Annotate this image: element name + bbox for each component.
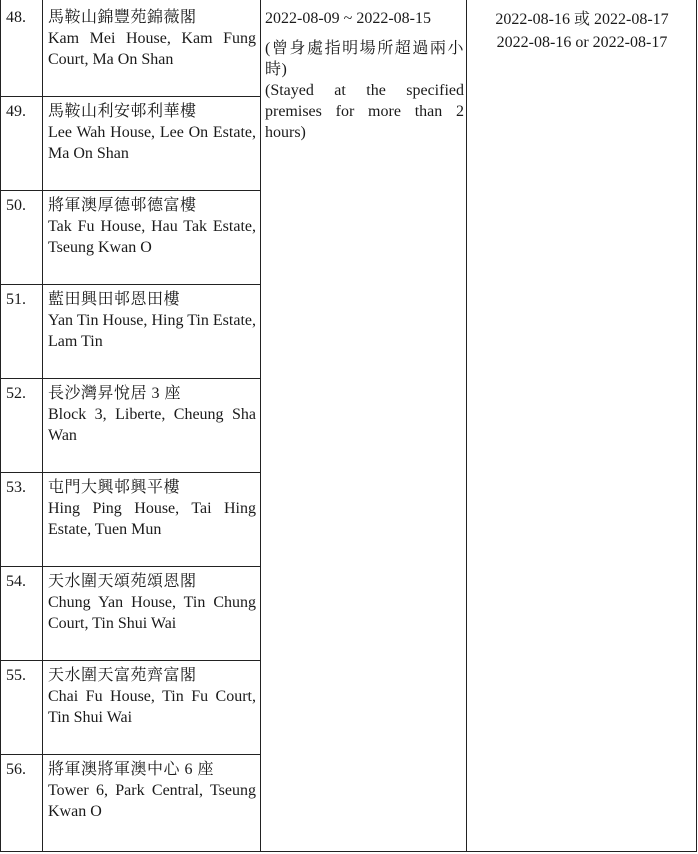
place-name-chinese: 馬鞍山利安邨利華樓 <box>48 103 197 120</box>
column-divider-number <box>42 0 43 852</box>
row-divider <box>0 660 260 661</box>
testing-dates-english: 2022-08-16 or 2022-08-17 <box>496 34 668 51</box>
row-number: 51. <box>6 291 26 308</box>
row-divider <box>0 566 260 567</box>
place-name-english: Kam Mei House, Kam Fung Court, Ma On Shan <box>48 30 256 68</box>
row-divider <box>0 378 260 379</box>
row-number: 56. <box>6 761 26 778</box>
column-divider-place <box>260 0 261 852</box>
place-cell <box>48 195 256 258</box>
table-border-right <box>696 0 697 852</box>
table-border-left <box>0 0 1 852</box>
row-divider <box>0 754 260 755</box>
place-name-english: Block 3, Liberte, Cheung Sha Wan <box>48 406 256 444</box>
place-name-chinese: 天水圍天富苑齊富閣 <box>48 667 197 684</box>
row-number: 50. <box>6 197 26 214</box>
place-cell <box>48 759 256 822</box>
place-cell <box>48 289 256 352</box>
row-divider <box>0 472 260 473</box>
place-cell <box>48 477 256 540</box>
place-name-chinese: 藍田興田邨恩田樓 <box>48 291 181 308</box>
place-name-english: Chai Fu House, Tin Fu Court, Tin Shui Wai <box>48 688 256 726</box>
place-cell <box>48 665 256 728</box>
place-cell <box>48 383 256 446</box>
row-number: 55. <box>6 667 26 684</box>
place-name-chinese: 將軍澳厚德邨德富樓 <box>48 197 197 214</box>
row-number: 54. <box>6 573 26 590</box>
place-name-chinese: 將軍澳將軍澳中心 6 座 <box>48 761 215 778</box>
testing-dates-chinese: 2022-08-16 或 2022-08-17 <box>495 11 669 28</box>
place-name-english: Chung Yan House, Tin Chung Court, Tin Shui Wai <box>48 594 256 632</box>
place-name-english: Hing Ping House, Tai Hing Estate, Tuen Mun <box>48 500 256 538</box>
place-cell <box>48 7 256 70</box>
place-cell <box>48 101 256 164</box>
place-name-english: Yan Tin House, Hing Tin Estate, Lam Tin <box>48 312 256 350</box>
stay-note-chinese: (曾身處指明場所超過兩小時) <box>265 40 464 78</box>
place-name-chinese: 屯門大興邨興平樓 <box>48 479 181 496</box>
row-divider <box>0 96 260 97</box>
row-number: 52. <box>6 385 26 402</box>
stay-note-english: (Stayed at the specified premises for more than 2 hours) <box>265 82 464 141</box>
column-divider-date <box>466 0 467 852</box>
row-divider <box>0 284 260 285</box>
table-border-bottom <box>0 851 697 852</box>
place-name-english: Tower 6, Park Central, Tseung Kwan O <box>48 782 256 820</box>
row-divider <box>0 190 260 191</box>
place-name-chinese: 天水圍天頌苑頌恩閣 <box>48 573 197 590</box>
row-number: 48. <box>6 9 26 26</box>
visit-date-range: 2022-08-09 ~ 2022-08-15 <box>265 10 431 27</box>
visit-date-cell <box>265 8 464 143</box>
place-name-english: Lee Wah House, Lee On Estate, Ma On Shan <box>48 124 256 162</box>
place-name-chinese: 長沙灣昇悅居 3 座 <box>48 385 182 402</box>
row-number: 53. <box>6 479 26 496</box>
place-cell <box>48 571 256 634</box>
place-name-english: Tak Fu House, Hau Tak Estate, Tseung Kwan O <box>48 218 256 256</box>
place-name-chinese: 馬鞍山錦豐苑錦薇閣 <box>48 9 197 26</box>
row-number: 49. <box>6 103 26 120</box>
testing-date-cell <box>470 8 694 54</box>
